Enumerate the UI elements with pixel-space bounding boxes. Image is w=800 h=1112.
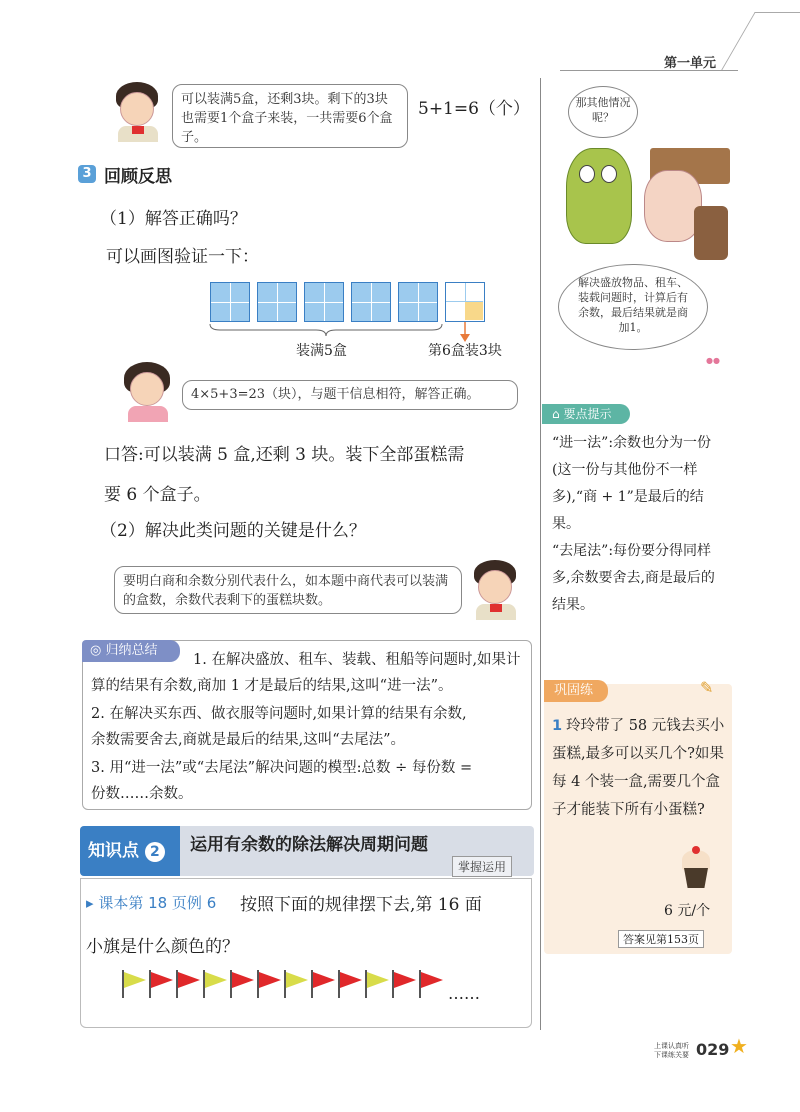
doctor-chair [694, 206, 728, 260]
last-box [445, 282, 485, 322]
knowledge-title: 运用有余数的除法解决周期问题 [190, 835, 428, 855]
practice-title: 巩固练 [554, 683, 594, 698]
unit-label: 第一单元 [664, 56, 717, 71]
box [351, 282, 391, 322]
brace-full [208, 322, 444, 338]
green-character [566, 148, 632, 244]
cartoon-answer-bubble: 解决盛放物品、租车、装载问题时，计算后有余数，最后结果就是商加1。 [558, 264, 708, 350]
label-last: 第6盒装3块 [428, 343, 502, 359]
boy-avatar [112, 82, 164, 142]
summary-line-5: 3. 用“进一法”或“去尾法”解决问题的模型:总数 ÷ 每份数 = [91, 760, 473, 776]
summary-line-1: 1. 在解决盛放、租车、装载、租船等问题时,如果计 [193, 652, 521, 668]
summary-line-6: 份数……余数。 [91, 786, 193, 802]
example-text-1: 按照下面的规律摆下去,第 16 面 [240, 895, 482, 915]
dots-icon: ●● [706, 356, 720, 365]
box [304, 282, 344, 322]
equation-1: 5+1=6（个） [418, 99, 530, 119]
box [210, 282, 250, 322]
box [257, 282, 297, 322]
header-corner [721, 12, 800, 70]
last-box-fill [465, 302, 483, 320]
header-rule [560, 70, 738, 71]
speech-bubble-1: 可以装满5盒，还剩3块。剩下的3块也需要1个盒子来装，一共需要6个盒子。 [172, 84, 408, 148]
summary-line-3: 2. 在解决买东西、做衣服等问题时,如果计算的结果有余数, [91, 706, 467, 722]
knowledge-tag: 掌握运用 [452, 856, 512, 877]
practice-number: 1 [552, 718, 563, 734]
footer-slogan: 上课认真听 下课练关要 [654, 1042, 689, 1059]
cartoon-panel [548, 76, 732, 366]
tips-title: 要点提示 [563, 407, 612, 421]
section-badge: 3 [78, 165, 96, 183]
price-label: 6 元/个 [664, 903, 711, 919]
summary-title: 归纳总结 [105, 643, 158, 658]
page-number: 029 [696, 1040, 730, 1059]
speech-bubble-3: 要明白商和余数分别代表什么，如本题中商代表可以装满的盒数，余数代表剩下的蛋糕块数。 [114, 566, 462, 614]
example-text-2: 小旗是什么颜色的？ [86, 937, 239, 957]
pencil-icon: ✎ [700, 678, 714, 697]
section-title: 回顾反思 [104, 167, 172, 187]
cartoon-question-bubble: 那其他情况呢？ [568, 86, 638, 138]
summary-line-2: 算的结果有余数,商加 1 才是最后的结果,这叫“进一法”。 [91, 678, 453, 694]
summary-box [82, 640, 532, 810]
boy-avatar-2 [470, 560, 522, 620]
summary-title-tab [82, 640, 180, 662]
knowledge-number: 2 [145, 842, 165, 862]
flag-ellipsis: …… [448, 984, 480, 1003]
cupcake-icon [678, 850, 714, 890]
summary-line-4: 余数需要舍去,商就是最后的结果,这叫“去尾法”。 [91, 732, 406, 748]
box [398, 282, 438, 322]
example-ref: ▸ 课本第 18 页例 6 [86, 894, 217, 912]
tips-tab [542, 404, 630, 424]
answer-ref: 答案见第153页 [618, 930, 704, 948]
column-divider [540, 78, 541, 1030]
knowledge-label: 知识点 [88, 841, 139, 861]
answer-line-2: 要 6 个盒子。 [104, 485, 211, 505]
play-icon: ▸ [86, 894, 99, 912]
tips-icon: ⌂ [552, 407, 564, 421]
tip-2: “去尾法”:每份要分得同样多,余数要舍去,商是最后的结果。 [552, 543, 715, 613]
label-full: 装满5盒 [296, 343, 347, 359]
question-1: （1）解答正确吗？ [100, 209, 247, 229]
verify-text: 可以画图验证一下： [106, 247, 259, 267]
practice-tab [544, 680, 608, 702]
girl-avatar [122, 362, 174, 422]
tip-1: “进一法”:余数也分为一份(这一份与其他份不一样多),“商 + 1”是最后的结果。 [552, 435, 712, 532]
answer-line-1: 口答:可以装满 5 盒,还剩 3 块。装下全部蛋糕需 [104, 445, 465, 465]
question-2: （2）解决此类问题的关键是什么？ [100, 521, 366, 541]
practice-text: 1 玲玲带了 58 元钱去买小蛋糕,最多可以买几个?如果每 4 个装一盒,需要几个盒子才能装下所有小蛋糕? [552, 718, 725, 818]
star-icon: ★ [730, 1034, 748, 1058]
summary-icon: ◎ [90, 643, 106, 658]
knowledge-badge [80, 826, 180, 876]
speech-bubble-2: 4×5+3=23（块），与题干信息相符，解答正确。 [182, 380, 518, 410]
